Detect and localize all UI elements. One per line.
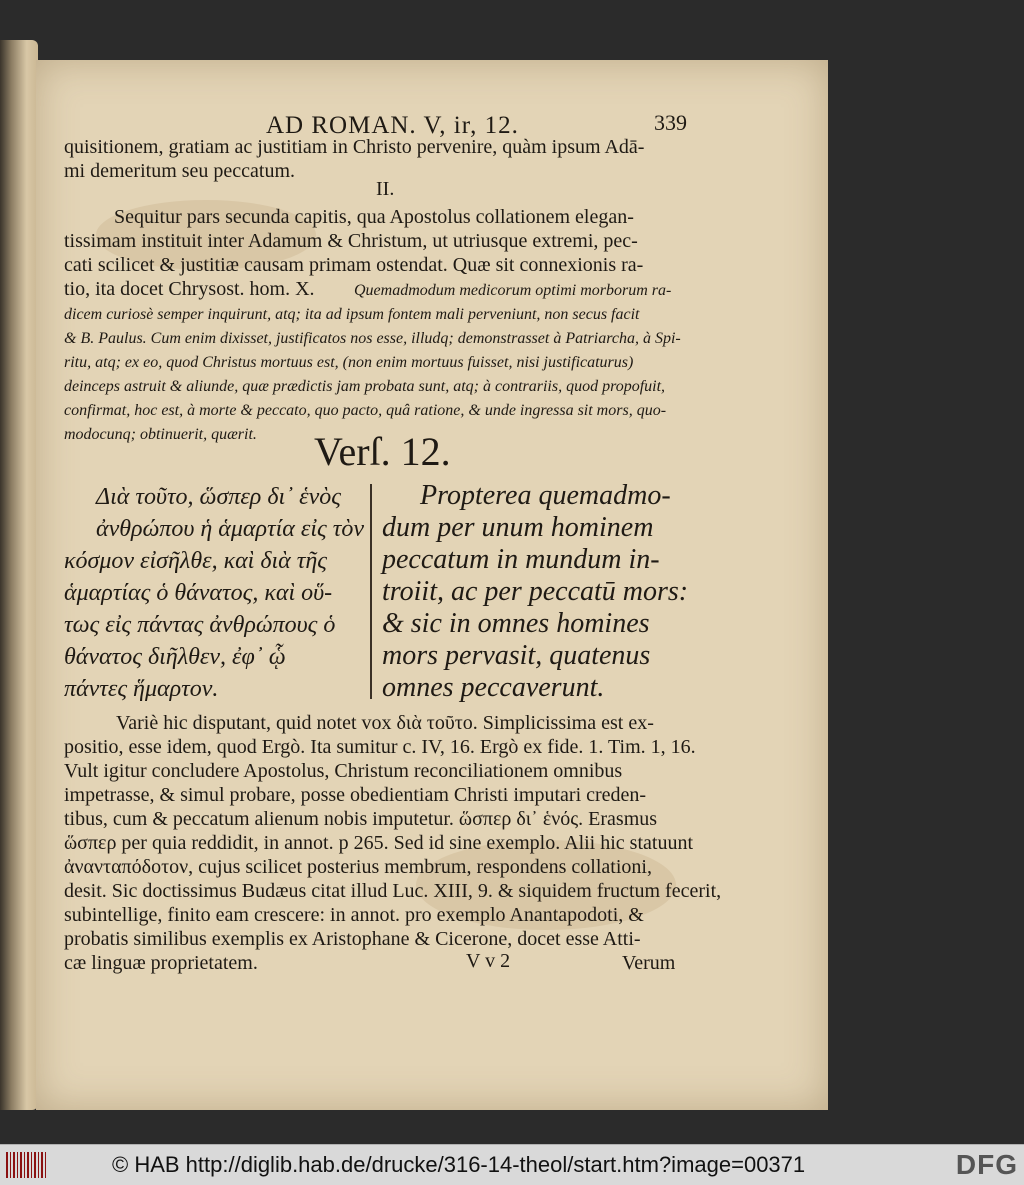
quote-line: modocunq; obtinuerit, quærit. xyxy=(64,426,257,443)
library-logo-icon xyxy=(6,1152,46,1178)
signature-mark: V v 2 xyxy=(466,950,511,972)
greek-verse-line: Διὰ τοῦτο, ὥσπερ δι᾽ ἑνὸς xyxy=(96,484,341,510)
greek-verse-line: ἀνθρώπου ἡ ἁμαρτία εἰς τὸν xyxy=(96,516,364,542)
text-line: tio, ita docet Chrysost. hom. X. xyxy=(64,278,315,300)
quote-line: & B. Paulus. Cum enim dixisset, justificatos nos esse, illudq; demonstrasset à Patriarcha, à Spi- xyxy=(64,330,681,347)
commentary-line: Variè hic disputant, quid notet vox διὰ τοῦτο. Simplicissima est ex- xyxy=(116,712,654,734)
book-spine-edge xyxy=(0,40,38,1110)
catchword: Verum xyxy=(622,952,676,974)
text-line: Sequitur pars secunda capitis, qua Apostolus collationem elegan- xyxy=(114,206,634,228)
column-divider xyxy=(370,484,372,699)
commentary-line: desit. Sic doctissimus Budæus citat illud Luc. XIII, 9. & siquidem fructum fecerit, xyxy=(64,880,722,902)
latin-verse-line: mors pervasit, quatenus xyxy=(382,640,651,671)
copyright-link[interactable]: © HAB http://diglib.hab.de/drucke/316-14-theol/start.htm?image=00371 xyxy=(112,1152,806,1177)
text-line: tissimam instituit inter Adamum & Christum, ut utriusque extremi, pec- xyxy=(64,230,638,252)
quote-line: ritu, atq; ex eo, quod Christus mortuus est, (non enim mortuus fuisset, nisi justificaturus) xyxy=(64,354,634,371)
text-line: mi demeritum seu peccatum. xyxy=(64,160,296,182)
commentary-line: ὥσπερ per quia reddidit, in annot. p 265. Sed id sine exemplo. Alii hic statuunt xyxy=(64,832,694,854)
commentary-line: impetrasse, & simul probare, posse obedientiam Christi imputari creden- xyxy=(64,784,647,806)
greek-verse-line: πάντες ἥμαρτον. xyxy=(64,676,219,702)
viewer-footer xyxy=(0,1144,1024,1185)
commentary-line: positio, esse idem, quod Ergò. Ita sumitur c. IV, 16. Ergò ex fide. 1. Tim. 1, 16. xyxy=(64,736,696,758)
commentary-line: ἀνανταπόδοτον, cujus scilicet posterius membrum, respondens collationi, xyxy=(64,856,652,878)
quote-line: confirmat, hoc est, à morte & peccato, quo pacto, quâ ratione, & unde ingressa sit mors, quo- xyxy=(64,402,667,419)
latin-verse-line: Propterea quemadmo- xyxy=(420,480,671,511)
commentary-line: tibus, cum & peccatum alienum nobis imputetur. ὥσπερ δι᾽ ἑνός. Erasmus xyxy=(64,808,658,830)
section-mark: II. xyxy=(376,178,395,200)
latin-verse-line: & sic in omnes homines xyxy=(382,608,650,639)
greek-verse-line: κόσμον εἰσῆλθε, καὶ διὰ τῆς xyxy=(64,548,328,574)
text-line: quisitionem, gratiam ac justitiam in Christo pervenire, quàm ipsum Adā- xyxy=(64,136,645,158)
latin-verse-line: omnes peccaverunt. xyxy=(382,672,605,703)
verse-heading: Verſ. 12. xyxy=(314,429,451,474)
latin-verse-line: troiit, ac per peccatū mors: xyxy=(382,576,689,607)
text-line: cati scilicet & justitiæ causam primam ostendat. Quæ sit connexionis ra- xyxy=(64,254,644,276)
commentary-line: Vult igitur concludere Apostolus, Christum reconciliationem omnibus xyxy=(64,760,623,782)
quote-line: Quemadmodum medicorum optimi morborum ra- xyxy=(354,282,672,299)
greek-verse-line: τως εἰς πάντας ἀνθρώπους ὁ xyxy=(64,612,336,638)
greek-verse-line: θάνατος διῆλθεν, ἐφ᾽ ᾧ xyxy=(64,644,286,670)
page-number: 339 xyxy=(654,110,687,135)
latin-verse-line: peccatum in mundum in- xyxy=(382,544,660,575)
quote-line: dicem curiosè semper inquirunt, atq; ita ad ipsum fontem mali perveniunt, non secus facit xyxy=(64,306,640,323)
commentary-line: probatis similibus exemplis ex Aristophane & Cicerone, docet esse Atti- xyxy=(64,928,641,950)
book-page xyxy=(36,60,828,1110)
commentary-line: subintellige, finito eam crescere: in annot. pro exemplo Anantapodoti, & xyxy=(64,904,644,926)
running-title: AD ROMAN. V, ir, 12. xyxy=(266,112,519,139)
commentary-line: cæ linguæ proprietatem. xyxy=(64,952,258,974)
dfg-logo: DFG xyxy=(955,1149,1018,1180)
quote-line: deinceps astruit & aliunde, quæ prædictis jam probata sunt, atq; à contrariis, quod propofuit, xyxy=(64,378,666,395)
greek-verse-line: ἁμαρτίας ὁ θάνατος, καὶ οὕ- xyxy=(64,580,333,606)
latin-verse-line: dum per unum hominem xyxy=(382,512,654,543)
